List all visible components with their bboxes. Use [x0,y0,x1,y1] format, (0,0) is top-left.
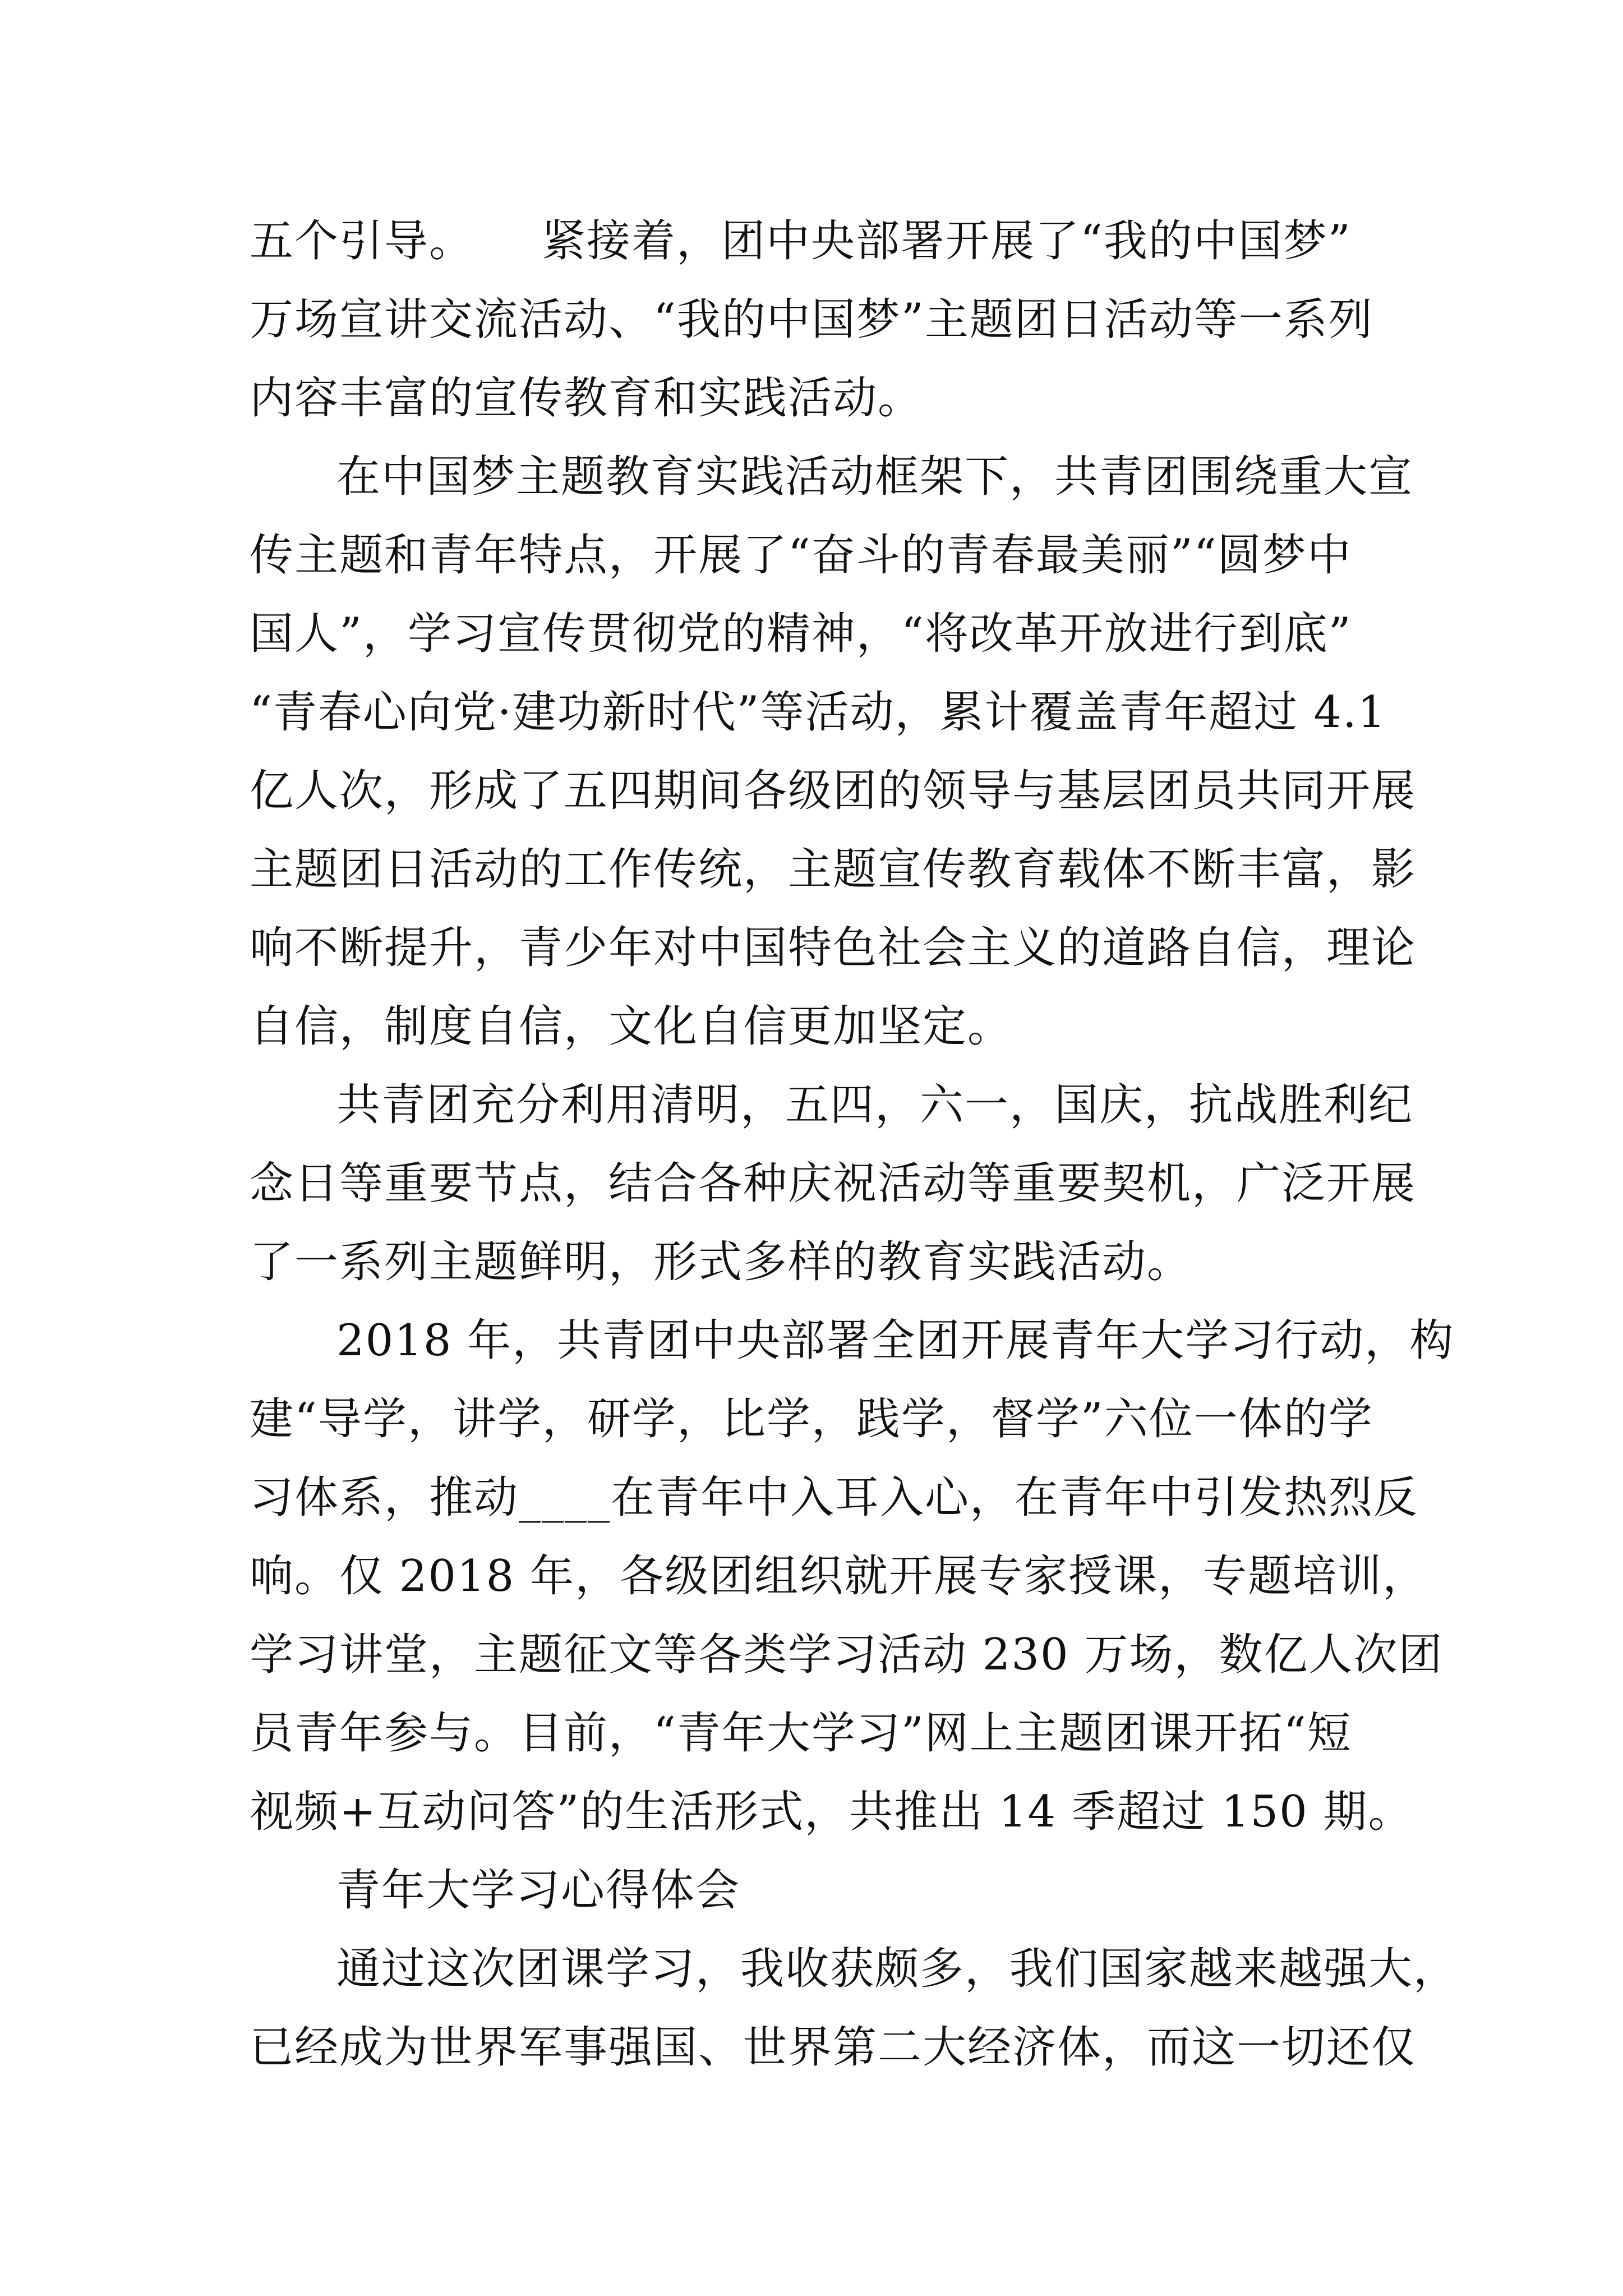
text-line: 了一系列主题鲜明，形式多样的教育实践活动。 [250,1237,1192,1287]
text-line: 自信，制度自信，文化自信更加坚定。 [250,1001,1013,1052]
text-line: 响不断提升，青少年对中国特色社会主义的道路自信，理论 [250,923,1417,973]
text-line: 国人”，学习宣传贯彻党的精神，“将改革开放进行到底” [250,609,1352,659]
text-line: 传主题和青年特点，开展了“奋斗的青春最美丽”“圆梦中 [250,530,1352,581]
text-line: 共青团充分利用清明，五四，六一，国庆，抗战胜利纪 [336,1080,1414,1130]
text-line: 建“导学，讲学，研学，比学，践学，督学”六位一体的学 [250,1394,1373,1444]
text-line: 2018 年，共青团中央部署全团开展青年大学习行动，构 [336,1315,1455,1366]
text-line: “青春心向党·建功新时代”等活动，累计覆盖青年超过 4.1 [250,687,1387,738]
text-line: 响。仅 2018 年，各级团组织就开展专家授课，专题培训， [250,1551,1428,1602]
text-line: 内容丰富的宣传教育和实践活动。 [250,373,923,424]
section-heading: 青年大学习心得体会 [336,1865,741,1916]
text-line: 五个引导。 紧接着，团中央部署开展了“我的中国梦” [250,216,1352,266]
text-line: 视频+互动问答”的生活形式，共推出 14 季超过 150 期。 [250,1787,1413,1837]
text-line: 通过这次团课学习，我收获颇多，我们国家越来越强大， [336,1944,1459,1994]
text-line: 已经成为世界军事强国、世界第二大经济体，而这一切还仅 [250,2022,1417,2073]
text-line: 亿人次，形成了五四期间各级团的领导与基层团员共同开展 [250,766,1417,816]
text-line: 在中国梦主题教育实践活动框架下，共青团围绕重大宣 [336,452,1414,502]
text-line: 主题团日活动的工作传统，主题宣传教育载体不断丰富，影 [250,844,1417,895]
text-line: 习体系，推动____在青年中入耳入心，在青年中引发热烈反 [250,1473,1419,1523]
text-line: 万场宣讲交流活动、“我的中国梦”主题团日活动等一系列 [250,295,1373,345]
text-line: 员青年参与。目前，“青年大学习”网上主题团课开拓“短 [250,1708,1352,1759]
text-line: 学习讲堂，主题征文等各类学习活动 230 万场，数亿人次团 [250,1630,1444,1680]
text-line: 念日等重要节点，结合各种庆祝活动等重要契机，广泛开展 [250,1158,1417,1209]
